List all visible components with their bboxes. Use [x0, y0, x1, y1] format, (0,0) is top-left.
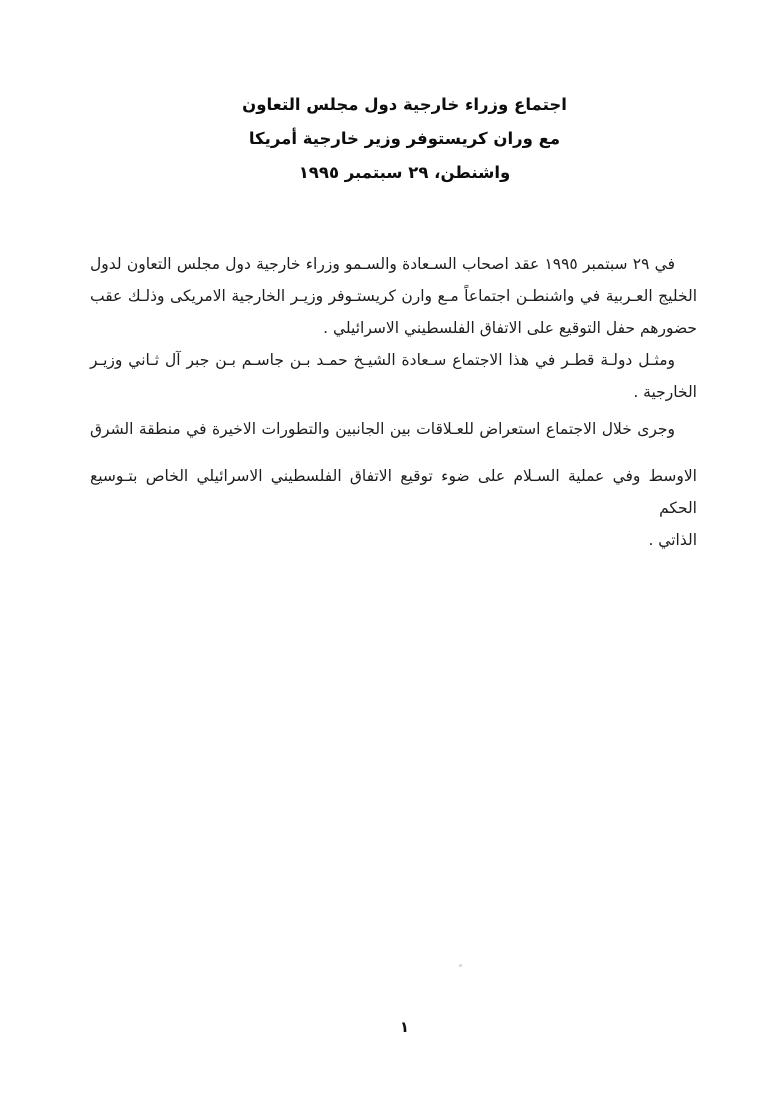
paragraph-3-line-3: الذاتي .	[648, 531, 697, 549]
paragraph-2-line-1: ومثـل دولـة قطـر في هذا الاجتماع سـعادة الشيـخ حمـد بـن جاسـم بـن جبر آل ثـاني وزيـر	[90, 351, 675, 369]
document-body	[90, 248, 697, 556]
paragraph-3	[90, 413, 697, 556]
paragraph-1-line-2: الخليج العـربية في واشنطـن اجتماعاً مـع وارن كريستـوفر وزيـر الخارجية الامريكى وذلـك عقب	[90, 287, 697, 305]
scan-artifact-dot	[459, 964, 462, 967]
paragraph-1-line-3: حضورهم حفل التوقيع على الاتفاق الفلسطيني الاسرائيلي .	[323, 319, 697, 337]
paragraph-3-line-2: الاوسط وفي عملية السـلام على ضوء توقيع الاتفاق الفلسطيني الاسرائيلي الخاص بتـوسيع الحكم	[90, 467, 697, 517]
paragraph-2-line-2: الخارجية .	[633, 383, 697, 401]
title-line-1: اجتماع وزراء خارجية دول مجلس التعاون	[242, 95, 567, 114]
paragraph-2	[90, 344, 697, 408]
title-line-3: واشنطن، ٢٩ سبتمبر ١٩٩٥	[298, 163, 511, 182]
paragraph-1	[90, 248, 697, 344]
paragraph-1-line-1: في ٢٩ سبتمبر ١٩٩٥ عقد اصحاب السـعادة والسـمو وزراء خارجية دول مجلس التعاون لدول	[90, 255, 675, 273]
document-title	[0, 88, 779, 190]
title-line-2: مع وران كريستوفر وزير خارجية أمريكا	[248, 129, 561, 148]
paragraph-3-line-1: وجرى خلال الاجتماع استعراض للعـلاقات بين الجانبين والتطورات الاخيرة في منطقة الشرق	[90, 420, 675, 438]
page-number: ١	[399, 1018, 410, 1036]
